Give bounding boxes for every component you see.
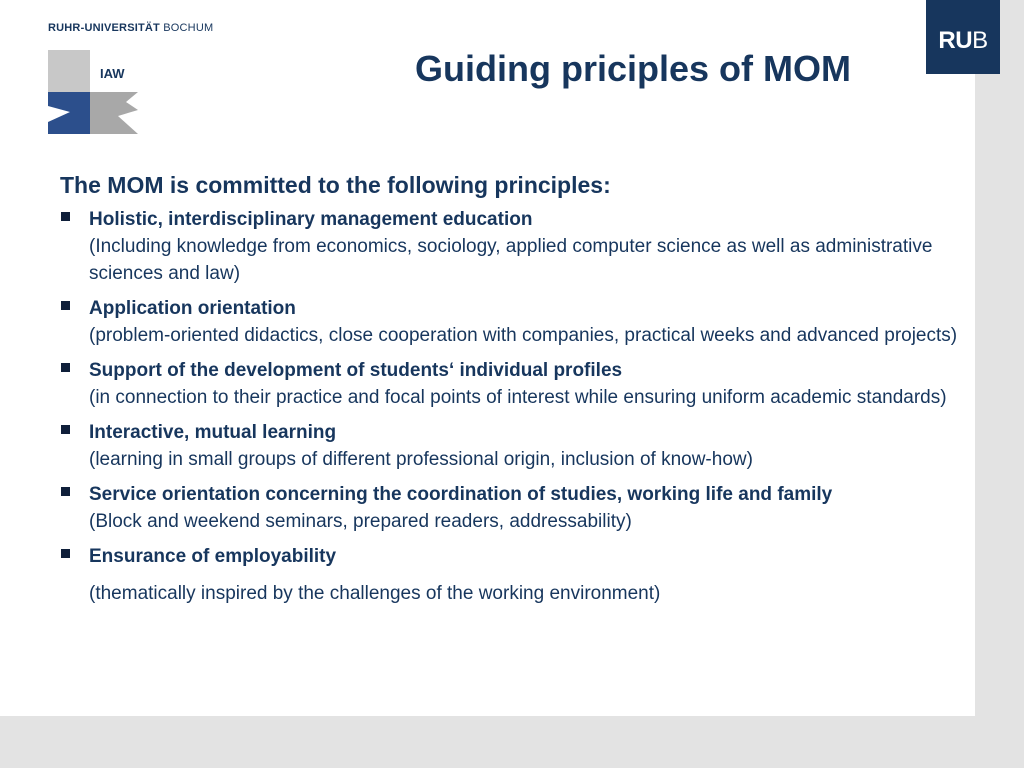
- iaw-logo-text: IAW: [100, 66, 125, 81]
- square-bullet-icon: [61, 425, 70, 434]
- page-title: Guiding priciples of MOM: [415, 48, 851, 89]
- square-bullet-icon: [61, 212, 70, 221]
- item-heading: Holistic, interdisciplinary management education: [89, 209, 533, 230]
- university-name: [48, 22, 213, 34]
- item-heading: Application orientation: [89, 298, 296, 319]
- item-description: (learning in small groups of different professional origin, inclusion of know-how): [89, 449, 753, 470]
- rub-logo-bold: RU: [938, 27, 973, 54]
- list-item: [60, 357, 960, 411]
- item-description: (thematically inspired by the challenges of the working environment): [89, 583, 661, 604]
- university-name-rest: BOCHUM: [163, 22, 214, 34]
- item-description: (Block and weekend seminars, prepared readers, addressability): [89, 511, 632, 532]
- item-heading: Support of the development of students‘ individual profiles: [89, 360, 623, 381]
- rub-logo-text: [938, 27, 987, 55]
- square-bullet-icon: [61, 549, 70, 558]
- university-name-bold: RUHR-UNIVERSITÄT: [48, 22, 160, 34]
- rub-logo-light: B: [972, 27, 988, 54]
- list-item: [60, 543, 960, 607]
- item-heading: Service orientation concerning the coordination of studies, working life and family: [89, 484, 833, 505]
- square-bullet-icon: [61, 487, 70, 496]
- intro-heading: The MOM is committed to the following principles:: [60, 172, 611, 198]
- list-item: [60, 419, 960, 473]
- list-item: [60, 206, 960, 287]
- iaw-logo: [48, 50, 138, 134]
- list-item: [60, 295, 960, 349]
- square-bullet-icon: [61, 363, 70, 372]
- square-bullet-icon: [61, 301, 70, 310]
- item-heading: Ensurance of employability: [89, 546, 337, 567]
- principles-list: [60, 206, 960, 615]
- list-item: [60, 481, 960, 535]
- item-description: (problem-oriented didactics, close cooperation with companies, practical weeks and advanced projects): [89, 325, 958, 346]
- item-description: (Including knowledge from economics, sociology, applied computer science as well as administrative sciences and law): [89, 236, 933, 284]
- rub-logo: [926, 0, 1000, 74]
- item-heading: Interactive, mutual learning: [89, 422, 337, 443]
- item-description: (in connection to their practice and focal points of interest while ensuring uniform academic standards): [89, 387, 947, 408]
